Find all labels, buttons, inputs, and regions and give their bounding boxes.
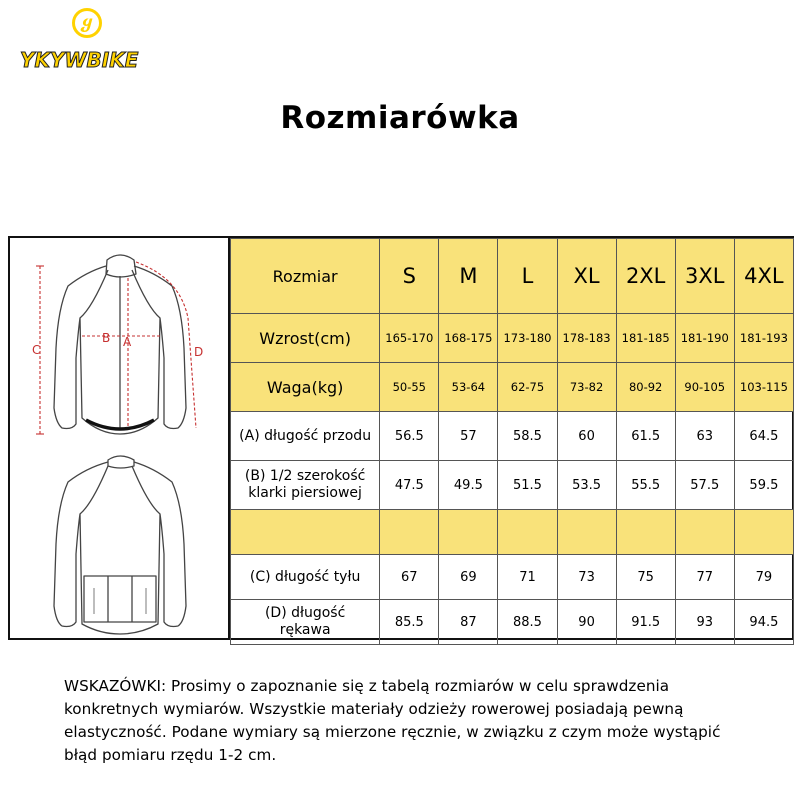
row-label-line: rękawa [279, 622, 331, 638]
row-label: (C) długość tyłu [231, 555, 380, 600]
size-header: 4XL [734, 239, 793, 314]
table-cell: 63 [675, 412, 734, 461]
size-header: S [380, 239, 439, 314]
row-label: (A) długość przodu [231, 412, 380, 461]
table-row [231, 412, 794, 461]
table-cell: 56.5 [380, 412, 439, 461]
table-cell: 69 [439, 555, 498, 600]
table-cell: 94.5 [734, 600, 793, 645]
row-label-line: (D) długość [264, 605, 346, 621]
table-cell: 51.5 [498, 461, 557, 510]
table-cell: 181-193 [734, 314, 793, 363]
table-cell: 55.5 [616, 461, 675, 510]
jersey-illustration [10, 238, 230, 638]
table-cell: 181-185 [616, 314, 675, 363]
row-label [231, 461, 380, 510]
table-cell: 168-175 [439, 314, 498, 363]
row-label: Waga(kg) [231, 363, 380, 412]
table-cell: 53-64 [439, 363, 498, 412]
table-cell: 62-75 [498, 363, 557, 412]
size-header: 3XL [675, 239, 734, 314]
table-cell: 79 [734, 555, 793, 600]
table-cell: 49.5 [439, 461, 498, 510]
table-cell: 91.5 [616, 600, 675, 645]
table-cell [439, 510, 498, 555]
size-table [230, 238, 794, 645]
table-cell: 181-190 [675, 314, 734, 363]
table-cell: 87 [439, 600, 498, 645]
table-cell: 61.5 [616, 412, 675, 461]
page-title: Rozmiarówka [280, 100, 520, 136]
row-label-line: (B) 1/2 szerokość [244, 468, 366, 484]
table-cell: 60 [557, 412, 616, 461]
table-cell: 75 [616, 555, 675, 600]
table-cell [380, 510, 439, 555]
row-label: Wzrost(cm) [231, 314, 380, 363]
table-cell: 103-115 [734, 363, 793, 412]
table-cell [675, 510, 734, 555]
jersey-diagram-icon [10, 238, 228, 638]
table-cell: 73 [557, 555, 616, 600]
svg-text:B: B [102, 331, 111, 345]
table-cell: 93 [675, 600, 734, 645]
tips-text: WSKAZÓWKI: Prosimy o zapoznanie się z tabelą rozmiarów w celu sprawdzenia konkretnych wymiarów. Wszystkie materiały odzieży rowerowej posiadają pewną elastyczność. Podane wymiary są mierzone ręcznie, w związku z czym może wystąpić błąd pomiaru rzędu 1-2 cm. [64, 677, 721, 764]
table-row [231, 600, 794, 645]
table-row [231, 461, 794, 510]
table-cell: 178-183 [557, 314, 616, 363]
size-header: M [439, 239, 498, 314]
table-cell: 50-55 [380, 363, 439, 412]
table-cell: 90 [557, 600, 616, 645]
table-cell: 67 [380, 555, 439, 600]
size-header: 2XL [616, 239, 675, 314]
table-cell: 173-180 [498, 314, 557, 363]
size-header-label: Rozmiar [231, 239, 380, 314]
table-row [231, 239, 794, 314]
row-label-line: klarki piersiowej [248, 485, 362, 501]
table-cell [557, 510, 616, 555]
table-cell: 80-92 [616, 363, 675, 412]
table-cell: 58.5 [498, 412, 557, 461]
table-row [231, 314, 794, 363]
table-cell: 53.5 [557, 461, 616, 510]
table-row-empty [231, 510, 794, 555]
size-header: XL [557, 239, 616, 314]
svg-text:D: D [194, 345, 204, 359]
table-cell: 64.5 [734, 412, 793, 461]
svg-text:C: C [32, 343, 41, 357]
table-cell: 71 [498, 555, 557, 600]
brand-name: YKYWBIKE [20, 48, 139, 72]
bike-logo-icon: ყ [72, 8, 102, 38]
size-chart [8, 236, 794, 640]
table-cell: 57.5 [675, 461, 734, 510]
table-cell: 47.5 [380, 461, 439, 510]
table-cell [231, 510, 380, 555]
brand-logo [20, 8, 156, 80]
table-cell: 73-82 [557, 363, 616, 412]
table-cell [498, 510, 557, 555]
size-header: L [498, 239, 557, 314]
table-cell [616, 510, 675, 555]
svg-text:A: A [123, 335, 132, 349]
table-cell: 165-170 [380, 314, 439, 363]
table-cell: 90-105 [675, 363, 734, 412]
table-cell [734, 510, 793, 555]
table-cell: 85.5 [380, 600, 439, 645]
table-cell: 88.5 [498, 600, 557, 645]
table-row [231, 555, 794, 600]
table-cell: 57 [439, 412, 498, 461]
table-cell: 59.5 [734, 461, 793, 510]
table-cell: 77 [675, 555, 734, 600]
row-label [231, 600, 380, 645]
table-row [231, 363, 794, 412]
